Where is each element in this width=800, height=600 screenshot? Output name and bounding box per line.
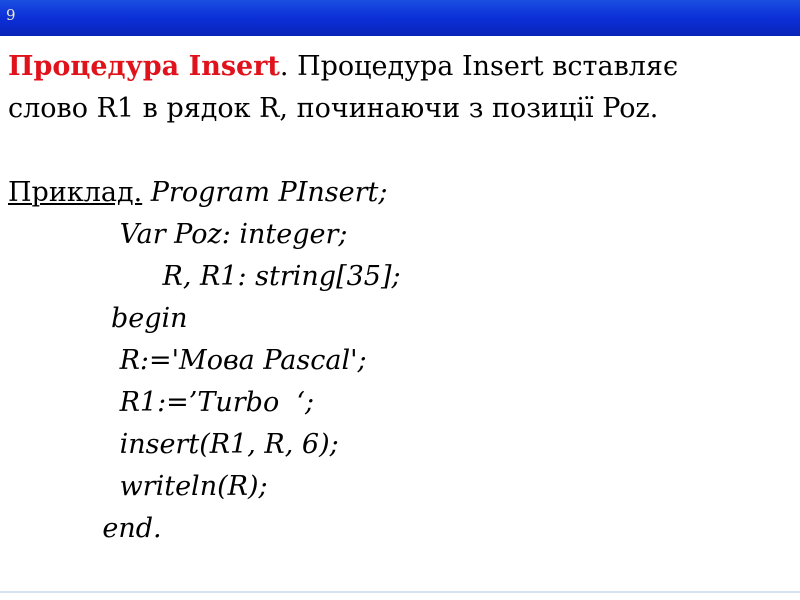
description-paragraph — [8, 46, 788, 130]
example-label: Приклад. — [8, 177, 143, 208]
code-line-2: Var Poz: integer; — [8, 219, 348, 250]
slide-number: 9 — [6, 6, 16, 24]
code-line-4: begin — [8, 303, 188, 334]
title-period: . — [279, 51, 289, 82]
code-line-3: R, R1: string[35]; — [8, 261, 401, 292]
description-line-2: слово R1 в рядок R, починаючи з позиції Poz. — [8, 93, 659, 124]
description-line-1: Процедура Insert вставляє — [288, 51, 679, 82]
code-line-1 — [8, 172, 788, 214]
procedure-title: Процедура Insert — [8, 51, 280, 82]
code-text-1: Program PInsert; — [142, 177, 388, 208]
title-bar — [0, 0, 800, 36]
slide-content — [8, 46, 788, 550]
spacer — [8, 130, 788, 172]
code-line-5: R:='Мова Pascal'; — [8, 345, 367, 376]
bottom-divider — [0, 591, 800, 593]
code-line-9: end. — [8, 513, 162, 544]
code-line-7: insert(R1, R, 6); — [8, 429, 339, 460]
code-line-6: R1:=’Turbo ‘; — [8, 387, 315, 418]
code-line-8: writeln(R); — [8, 471, 268, 502]
